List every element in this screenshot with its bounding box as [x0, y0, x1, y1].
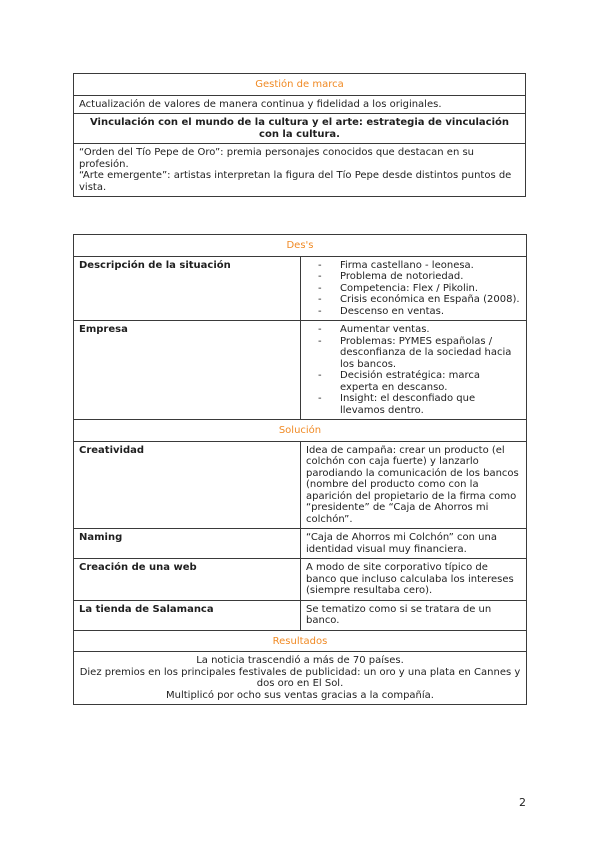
situation-cell — [301, 256, 527, 321]
result-line: Multiplicó por ocho sus ventas gracias a la compañía. — [166, 689, 434, 701]
situation-label: Descripción de la situación — [74, 256, 301, 321]
page-number: 2 — [519, 796, 526, 809]
result-line: La noticia trascendió a más de 70 países. — [196, 655, 404, 666]
creativity-text: Idea de campaña: crear un producto (el colchón con caja fuerte) y lanzarlo parodiando la comunicación de los bancos (nombre del producto como con la aparición del propietario de la firma como “presidente” de “Caja de Ahorros mi colchón”. — [301, 441, 527, 529]
web-text: A modo de site corporativo típico de banco que incluso calculaba los intereses (siempre resultaba cero). — [301, 559, 527, 601]
brand-management-header: Gestión de marca — [74, 74, 526, 96]
list-item: - Crisis económica en España (2008). — [318, 294, 521, 306]
culture-strategy-row: Vinculación con el mundo de la cultura y el arte: estrategia de vinculación con la cultura. — [74, 114, 526, 144]
list-item: - Problema de notoriedad. — [318, 271, 521, 283]
brand-management-table — [73, 73, 526, 197]
case-header: Des's — [74, 235, 527, 257]
tio-pepe-award-text: “Orden del Tío Pepe de Oro”: premia personajes conocidos que destacan en su profesión. — [79, 147, 475, 170]
results-header: Resultados — [74, 630, 527, 652]
emerging-art-text: “Arte emergente”: artistas interpretan la figura del Tío Pepe desde distintos puntos de vista. — [79, 170, 512, 193]
company-cell — [301, 321, 527, 420]
web-label: Creación de una web — [74, 559, 301, 601]
company-label: Empresa — [74, 321, 301, 420]
list-item: - Problemas: PYMES españolas / desconfianza de la sociedad hacia los bancos. — [318, 336, 521, 371]
culture-actions-row — [74, 144, 526, 197]
list-item: - Decisión estratégica: marca experta en descanso. — [318, 370, 521, 393]
solution-header: Solución — [74, 420, 527, 442]
store-text: Se tematizo como si se tratara de un banco. — [301, 600, 527, 630]
naming-label: Naming — [74, 529, 301, 559]
list-item: - Firma castellano - leonesa. — [318, 260, 521, 272]
results-cell — [74, 652, 527, 705]
list-item: - Insight: el desconfiado que llevamos dentro. — [318, 393, 521, 416]
case-study-table — [73, 234, 527, 705]
list-item: - Descenso en ventas. — [318, 306, 521, 318]
brand-values-row: Actualización de valores de manera continua y fidelidad a los originales. — [74, 95, 526, 114]
result-line: Diez premios en los principales festivales de publicidad: un oro y una plata en Cannes y dos oro en El Sol. — [79, 666, 521, 689]
store-label: La tienda de Salamanca — [74, 600, 301, 630]
situation-list — [306, 260, 521, 318]
naming-text: “Caja de Ahorros mi Colchón” con una identidad visual muy financiera. — [301, 529, 527, 559]
creativity-label: Creatividad — [74, 441, 301, 529]
list-item: - Competencia: Flex / Pikolin. — [318, 283, 521, 295]
list-item: - Aumentar ventas. — [318, 324, 521, 336]
company-list — [306, 324, 521, 416]
